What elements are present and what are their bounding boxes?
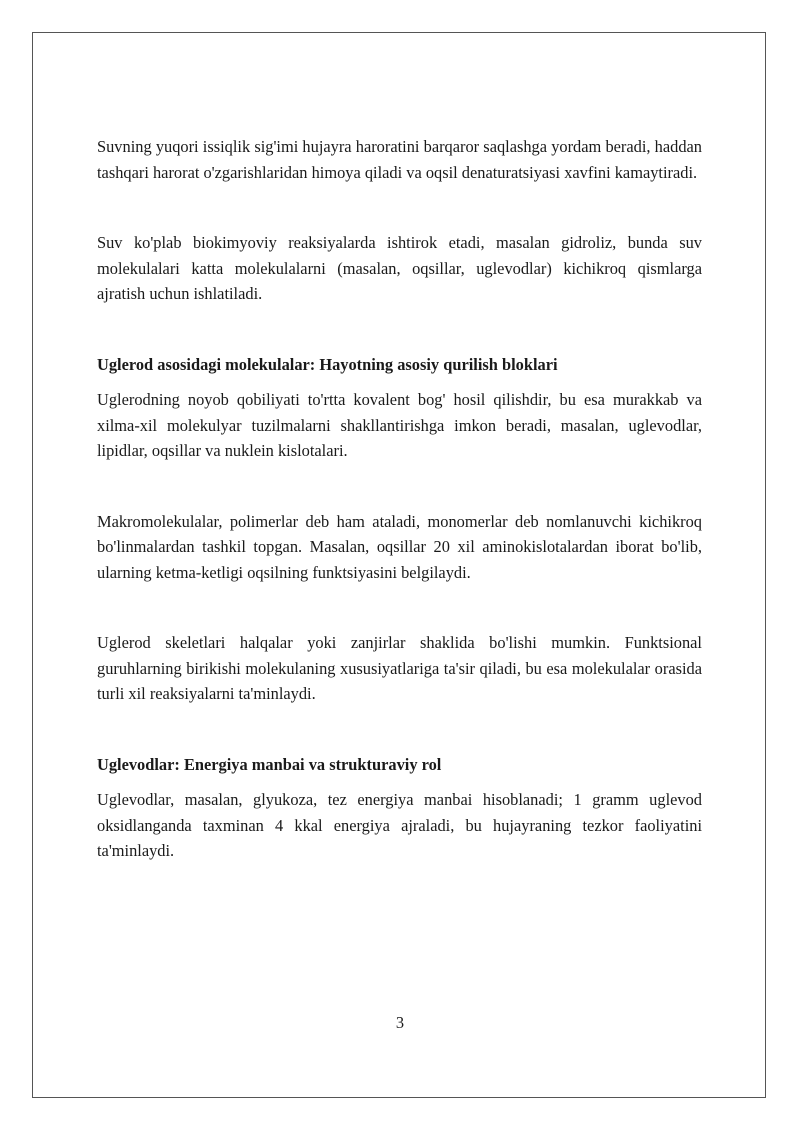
paragraph-carbon-skeletons: Uglerod skeletlari halqalar yoki zanjirlar shaklida bo'lishi mumkin. Funktsional guruhlarning birikishi molekulaning xususiyatlariga ta'sir qiladi, bu esa molekulalar orasida turli xil reaksiyalarni ta'minlaydi.	[97, 633, 702, 703]
heading-carbohydrates: Uglevodlar: Energiya manbai va strukturaviy rol	[97, 754, 442, 774]
paragraph-carbon-bonds: Uglerodning noyob qobiliyati to'rtta kovalent bog' hosil qilishdir, bu esa murakkab va xilma-xil molekulyar tuzilmalarni shakllantirishga imkon beradi, masalan, uglevodlar, lipidlar, oqsillar va nuklein kislotalari.	[97, 390, 702, 460]
heading-carbon-molecules: Uglerod asosidagi molekulalar: Hayotning asosiy qurilish bloklari	[97, 354, 558, 374]
document-body	[97, 134, 702, 864]
paragraph-heat-capacity: Suvning yuqori issiqlik sig'imi hujayra haroratini barqaror saqlashga yordam beradi, haddan tashqari harorat o'zgarishlaridan himoya qiladi va oqsil denaturatsiyasi xavfini kamaytiradi.	[97, 137, 702, 182]
paragraph-macromolecules: Makromolekulalar, polimerlar deb ham ataladi, monomerlar deb nomlanuvchi kichikroq bo'linmalardan tashkil topgan. Masalan, oqsillar 20 xil aminokislotalardan iborat bo'lib, ularning ketma-ketligi oqsilning funktsiyasini belgilaydi.	[97, 511, 702, 582]
page-number: 3	[395, 1013, 405, 1032]
paragraph-carbohydrates-energy: Uglevodlar, masalan, glyukoza, tez energiya manbai hisoblanadi; 1 gramm uglevod oksidlanganda taxminan 4 kkal energiya ajraladi, bu hujayraning tezkor faoliyatini ta'minlaydi.	[97, 790, 702, 860]
paragraph-hydrolysis: Suv ko'plab biokimyoviy reaksiyalarda ishtirok etadi, masalan gidroliz, bunda suv molekulalari katta molekulalarni (masalan, oqsillar, uglevodlar) kichikroq qismlarga ajratish uchun ishlatiladi.	[97, 233, 702, 303]
